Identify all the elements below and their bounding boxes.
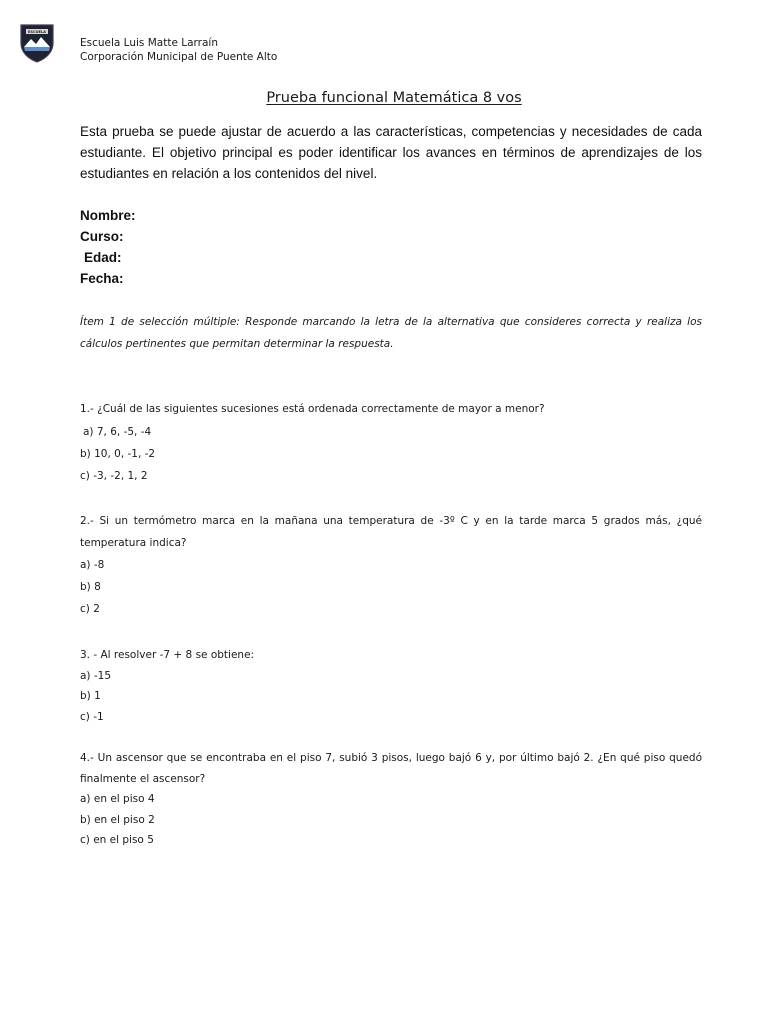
option-a: a) 7, 6, -5, -4 (83, 425, 152, 438)
logo-text: ESCUELA (27, 30, 47, 35)
student-fields (80, 205, 136, 289)
field-course-label: Curso: (80, 229, 124, 244)
school-crest-logo (19, 23, 55, 63)
school-name: Escuela Luis Matte Larraín (80, 37, 218, 49)
school-header (80, 36, 277, 64)
option-a: a) -8 (80, 559, 105, 571)
question-2 (80, 511, 702, 620)
option-b: b) 8 (80, 581, 101, 593)
option-c: c) -3, -2, 1, 2 (80, 469, 148, 482)
option-c: c) en el piso 5 (80, 834, 154, 846)
question-stem: 4.- Un ascensor que se encontraba en el piso 7, subió 3 pisos, luego bajó 6 y, por último bajó 2. ¿En qué piso quedó finalmente el ascensor? (80, 752, 702, 785)
question-4 (80, 748, 702, 851)
field-name-label: Nombre: (80, 208, 136, 223)
question-stem: 2.- Si un termómetro marca en la mañana una temperatura de -3º C y en la tarde marca 5 grados más, ¿qué temperatura indica? (80, 515, 702, 549)
question-stem: 1.- ¿Cuál de las siguientes sucesiones está ordenada correctamente de mayor a menor? (80, 403, 545, 415)
question-1 (80, 399, 702, 487)
field-age-label: Edad: (84, 250, 122, 265)
option-b: b) 10, 0, -1, -2 (80, 447, 156, 460)
option-a: a) en el piso 4 (80, 793, 155, 805)
option-c: c) -1 (80, 710, 104, 723)
question-3 (80, 645, 702, 727)
option-b: b) en el piso 2 (80, 813, 155, 826)
corporation-name: Corporación Municipal de Puente Alto (80, 51, 278, 63)
option-c: c) 2 (80, 603, 100, 615)
intro-paragraph: Esta prueba se puede ajustar de acuerdo a las características, competencias y necesidades de cada estudiante. El objetivo principal es poder identificar los avances en términos de aprendizajes de los estudiantes en relación a los contenidos del nivel. (80, 124, 702, 181)
question-stem: 3. - Al resolver -7 + 8 se obtiene: (80, 649, 255, 661)
document-title: Prueba funcional Matemática 8 vos (266, 90, 522, 106)
field-date-label: Fecha: (80, 271, 124, 286)
item-instructions: Ítem 1 de selección múltiple: Responde marcando la letra de la alternativa que consideres correcta y realiza los cálculos pertinentes que permitan determinar la respuesta. (80, 316, 702, 350)
option-a: a) -15 (80, 669, 112, 682)
option-b: b) 1 (80, 690, 101, 702)
